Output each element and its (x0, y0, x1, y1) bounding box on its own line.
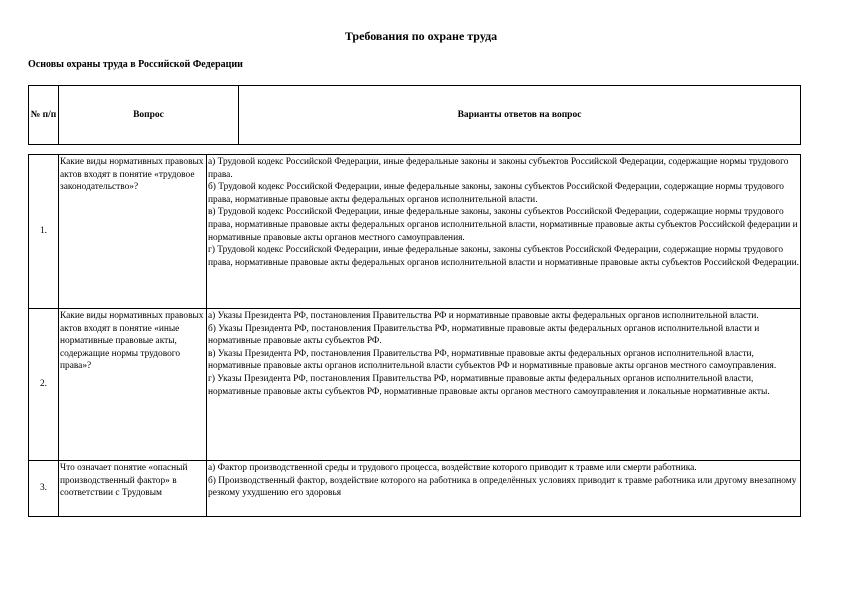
answers-cell (207, 309, 801, 461)
header-col-num: № п/п (29, 86, 59, 145)
row-number: 2. (29, 309, 59, 461)
row-number: 1. (29, 155, 59, 309)
answer-option: а) Фактор производственной среды и трудового процесса, воздействие которого приводит к травме или смерти работника. (208, 463, 697, 473)
answers-cell (207, 155, 801, 309)
table-row (29, 309, 801, 461)
questions-table (28, 154, 801, 517)
answer-option: б) Указы Президента РФ, постановления Правительства РФ, нормативные правовые акты федеральных органов исполнительной власти и нормативные правовые акты субъектов РФ. (208, 323, 760, 347)
answer-option: г) Трудовой кодекс Российской Федерации, иные федеральные законы, законы субъектов Российской Федерации, содержащие нормы трудового права, нормативные правовые акты федеральных органов исполнительной власти и нормативные правовые акты субъектов Российской Федерации. (208, 245, 799, 268)
question-cell: Что означает понятие «опасный производственный фактор» в соответствии с Трудовым (59, 461, 207, 517)
section-title: Основы охраны труда в Российской Федерации (28, 59, 243, 70)
table-row (29, 461, 801, 517)
answer-option: в) Указы Президента РФ, постановления Правительства РФ, нормативные правовые акты федеральных органов исполнительной власти, нормативные правовые акты органов исполнительной власти субъектов РФ и нормативные правовые акты органов местного самоуправления. (208, 348, 777, 372)
answer-option: б) Трудовой кодекс Российской Федерации, иные федеральные законы, законы субъектов Российской Федерации, содержащие нормы трудового права, нормативные правовые акты федеральных органов исполнительной власти. (208, 182, 784, 205)
header-col-question: Вопрос (59, 86, 239, 145)
document-title: Требования по охране труда (344, 29, 498, 43)
question-cell: Какие виды нормативных правовых актов входят в понятие «иные нормативные правовые акты, содержащие нормы трудового права»? (59, 309, 207, 461)
answer-option: г) Указы Президента РФ, постановления Правительства РФ, нормативные правовые акты федеральных органов исполнительной власти, нормативные правовые акты субъектов РФ, нормативные правовые акты органов местного самоуправления и локальные нормативные акты. (208, 373, 770, 397)
answers-cell (207, 461, 801, 517)
answer-option: в) Трудовой кодекс Российской Федерации, иные федеральные законы, законы субъектов Российской Федерации, содержащие нормы трудового права, нормативные правовые акты федеральных органов исполнительной власти, нормативные правовые акты субъектов Российской федерации и нормативные правовые акты органов местного самоуправления. (208, 207, 798, 243)
row-number: 3. (29, 461, 59, 517)
question-cell: Какие виды нормативных правовых актов входят в понятие «трудовое законодательство»? (59, 155, 207, 309)
answer-option: а) Указы Президента РФ, постановления Правительства РФ и нормативные правовые акты федеральных органов исполнительной власти. (208, 311, 759, 321)
answer-option: а) Трудовой кодекс Российской Федерации, иные федеральные законы и законы субъектов Российской Федерации, содержащие нормы трудового права. (208, 157, 789, 180)
table-row (29, 155, 801, 309)
answer-option: б) Производственный фактор, воздействие которого на работника в определённых условиях приводит к травме работника или другому внезапному резкому ухудшению его здоровья (208, 475, 797, 499)
header-col-answers: Варианты ответов на вопрос (239, 86, 801, 145)
header-table (28, 85, 801, 145)
